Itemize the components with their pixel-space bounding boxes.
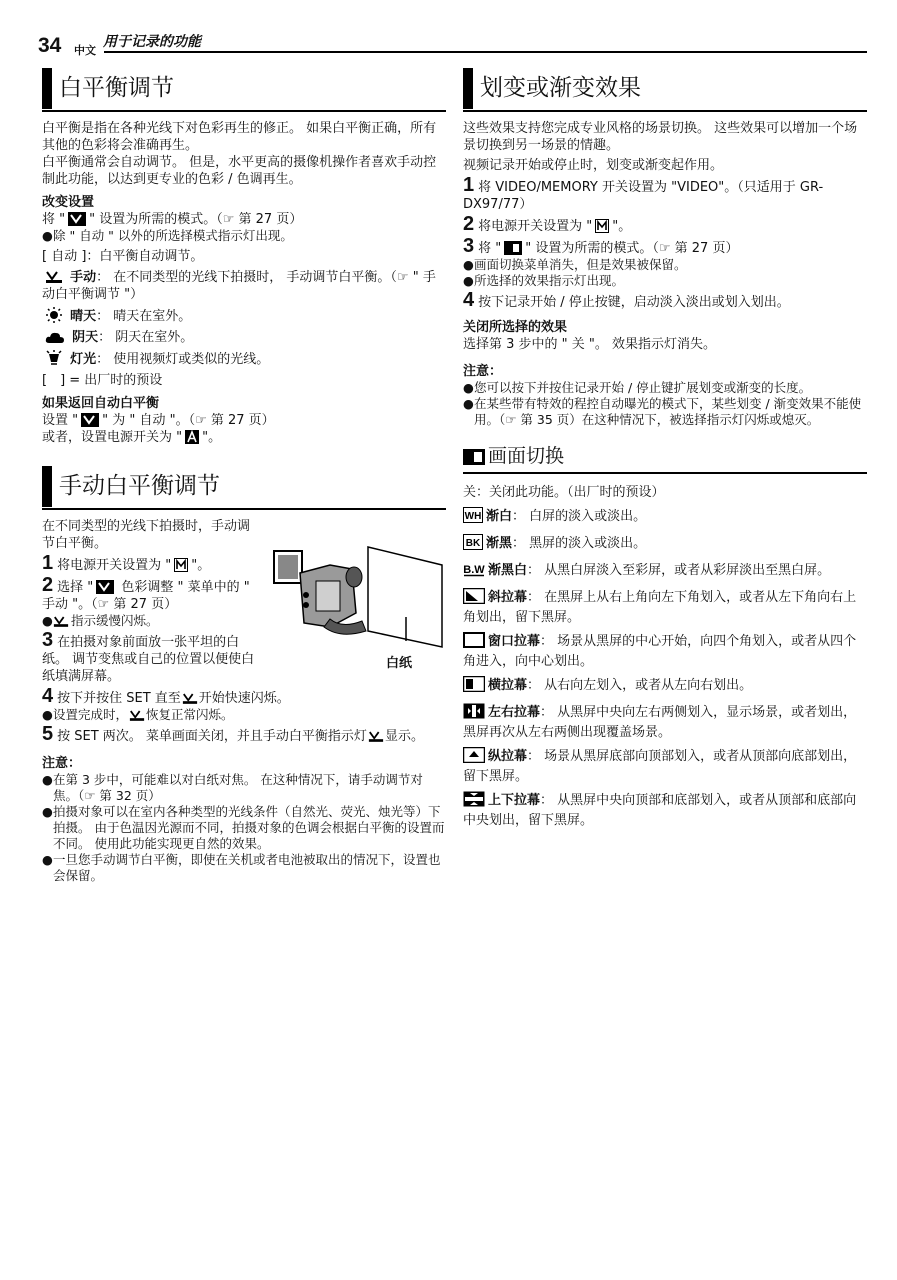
change-setting-text: 将 " " 设置为所需的模式。（☞ 第 27 页） xyxy=(42,212,303,227)
wb-intro-1: 白平衡是指在各种光线下对色彩再生的修正。 如果白平衡正确，所有其他的色彩将会准确再生。 xyxy=(42,121,437,153)
wb-menu-icon xyxy=(81,413,99,427)
wipe-corner-icon xyxy=(463,588,485,609)
header-rule xyxy=(104,51,867,53)
mwb-step-3: 3 在拍摄对象前面放一张平坦的白纸。 调节变焦或自己的位置以便使白纸填满屏幕。 xyxy=(42,629,255,684)
wipe-wh-icon xyxy=(463,507,483,528)
svg-text:BK: BK xyxy=(465,538,481,549)
wipe-heading: 画面切换 xyxy=(463,442,867,474)
fx-off-heading: 关闭所选择的效果 xyxy=(463,320,568,335)
mwb-heading: 手动白平衡调节 xyxy=(42,466,446,510)
fx-off-text: 选择第 3 步中的 " 关 "。 效果指示灯消失。 xyxy=(463,337,717,352)
manual-wb-icon xyxy=(368,730,384,743)
wipe-menu-icon xyxy=(463,449,485,465)
sunny-row: 晴天： 晴天在室外。 xyxy=(42,307,446,325)
wipe-item-door xyxy=(463,703,867,741)
wipe-item-label: 斜拉幕 xyxy=(488,590,528,605)
wipe-item-label: 左右拉幕 xyxy=(488,705,541,720)
fx-step-4: 4 按下记录开始 / 停止按键，启动淡入淡出或划入划出。 xyxy=(463,289,790,311)
wipe-off-row: 关：关闭此功能。（出厂时的预设） xyxy=(463,485,665,500)
wipe-item-wh xyxy=(463,507,867,528)
wipe-item-window xyxy=(463,632,867,670)
wipe-item-label: 横拉幕 xyxy=(488,678,528,693)
fx-step-3: 3 将 " " 设置为所需的模式。（☞ 第 27 页） xyxy=(463,235,739,257)
mwb-note-2: ●拍摄对象可以在室内各种类型的光线条件（自然光、荧光、烛光等）下拍摄。 由于色温因光源而不同，拍摄对象的色调会根据白平衡的设置而不同。 使用此功能实现更自然的效果。 xyxy=(42,804,445,851)
change-setting-bullet: ●除 " 自动 " 以外的所选择模式指示灯出现。 xyxy=(42,228,293,243)
language-label: 中文 xyxy=(74,44,96,57)
fx-intro-1: 这些效果支持您完成专业风格的场景切换。 这些效果可以增加一个场景切换到另一场景的情趣。 xyxy=(463,121,858,153)
return-auto-text: 设置 " " 为 " 自动 "。（☞ 第 27 页） xyxy=(42,413,275,428)
wipe-item-label: 渐黑 xyxy=(486,536,513,551)
wipe-scroll-icon xyxy=(463,747,485,768)
wb-menu-icon xyxy=(96,580,114,594)
wipe-item-text: ： 场景从黑屏底部向顶部划入，或者从顶部向底部划出，留下黑屏。 xyxy=(463,749,857,784)
cloudy-row: 阴天： 阴天在室外。 xyxy=(42,329,446,346)
wipe-item-text: ： 在黑屏上从右上角向左下角划入，或者从左下角向右上角划出，留下黑屏。 xyxy=(463,590,857,625)
mwb-step-2: 2 选择 " 色彩调整 " 菜单中的 " 手动 "。（☞ 第 27 页） xyxy=(42,574,250,612)
cloud-icon xyxy=(45,330,65,344)
wipe-item-label: 渐黑白 xyxy=(488,563,528,578)
camcorder-icon xyxy=(274,551,366,634)
fx-note-2: ●在某些带有特效的程控自动曝光的模式下，某些划变 / 渐变效果不能使用。（☞ 第 35 页）在这种情况下，被选择指示灯闪烁或熄灭。 xyxy=(463,396,862,427)
wipe-door-icon xyxy=(463,703,485,724)
fx-step-3-bullet-2: ●所选择的效果指示灯出现。 xyxy=(463,273,625,288)
fx-step-2: 2 将电源开关设置为 " "。 xyxy=(463,213,632,235)
wipe-item-label: 渐白 xyxy=(486,509,513,524)
wipe-item-text: ： 从黑屏中央向左右两侧划入，显示场景，或者划出，黑屏再次从左右两侧出现覆盖场景。 xyxy=(463,705,857,740)
mwb-step-4: 4 按下并按住 SET 直至 开始快速闪烁。 xyxy=(42,685,290,707)
wipe-menu-icon xyxy=(504,241,522,255)
wipe-item-text: ： 从黑屏中央向顶部和底部划入，或者从顶部和底部向中央划出，留下黑屏。 xyxy=(463,793,857,828)
default-note: [ ] = 出厂时的预设 xyxy=(42,373,163,388)
wb-heading: 白平衡调节 xyxy=(42,68,446,112)
manual-wb-icon xyxy=(182,692,198,705)
mwb-step-4-bullet: ●设置完成时， 恢复正常闪烁。 xyxy=(42,707,234,722)
right-column xyxy=(463,68,867,829)
wipe-item-label: 纵拉幕 xyxy=(488,749,528,764)
wipe-item-text: ： 从黑白屏淡入至彩屏，或者从彩屏淡出至黑白屏。 xyxy=(527,563,831,578)
page-number: 34 xyxy=(38,34,62,57)
wb-menu-icon xyxy=(68,212,86,226)
left-column xyxy=(42,68,446,884)
mwb-notes-heading: 注意： xyxy=(42,756,82,771)
fx-intro-2: 视频记录开始或停止时，划变或渐变起作用。 xyxy=(463,158,724,173)
wipe-item-bw xyxy=(463,561,867,582)
wipe-bk-icon xyxy=(463,534,483,555)
light-row: 灯光： 使用视频灯或类似的光线。 xyxy=(42,350,446,368)
wipe-item-shutter xyxy=(463,791,867,829)
manual-mode-icon xyxy=(595,219,609,233)
white-paper xyxy=(368,547,442,647)
wipe-shutter-icon xyxy=(463,791,485,812)
wipe-item-bk xyxy=(463,534,867,555)
white-paper-label: 白纸 xyxy=(386,656,413,671)
auto-mode-icon xyxy=(185,430,199,444)
lamp-icon xyxy=(45,350,63,366)
manual-wb-icon xyxy=(45,270,63,284)
wipe-item-slide xyxy=(463,676,867,697)
heading-bar xyxy=(42,466,52,507)
manual-row: 手动： 在不同类型的光线下拍摄时， 手动调节白平衡。（☞ " 手动白平衡调节 "） xyxy=(42,270,436,302)
change-setting-heading: 改变设置 xyxy=(42,195,95,210)
mwb-step-2-bullet: ● 指示缓慢闪烁。 xyxy=(42,613,159,628)
return-auto-heading: 如果返回自动白平衡 xyxy=(42,396,160,411)
manual-wb-icon xyxy=(53,615,69,628)
wipe-item-scroll xyxy=(463,747,867,785)
fx-step-3-bullet-1: ●画面切换菜单消失，但是效果被保留。 xyxy=(463,257,687,272)
fx-step-1: 1 将 VIDEO/MEMORY 开关设置为 "VIDEO"。（只适用于 GR-DX97/77） xyxy=(463,174,824,212)
wipe-item-corner xyxy=(463,588,867,626)
auto-row: [ 自动 ]：白平衡自动调节。 xyxy=(42,249,204,264)
wipe-item-text: ： 白屏的淡入或淡出。 xyxy=(512,509,647,524)
wipe-bw-icon xyxy=(463,561,485,582)
mwb-note-1: ●在第 3 步中，可能难以对白纸对焦。 在这种情况下，请手动调节对焦。（☞ 第 32 页） xyxy=(42,772,423,803)
section-title: 用于记录的功能 xyxy=(103,34,201,50)
heading-bar xyxy=(42,68,52,109)
camcorder-white-paper-illustration xyxy=(270,543,448,663)
svg-text:B.W: B.W xyxy=(463,564,485,576)
wipe-item-text: ： 场景从黑屏的中心开始，向四个角划入，或者从四个角进入，向中心划出。 xyxy=(463,634,857,669)
wipe-item-text: ： 黑屏的淡入或淡出。 xyxy=(512,536,647,551)
mwb-note-3: ●一旦您手动调节白平衡，即使在关机或者电池被取出的情况下，设置也会保留。 xyxy=(42,852,441,883)
wipe-item-label: 上下拉幕 xyxy=(488,793,541,808)
wb-intro-2: 白平衡通常会自动调节。 但是，水平更高的摄像机操作者喜欢手动控制此功能，以达到更专业的色彩 / 色调再生。 xyxy=(42,155,437,187)
sun-icon xyxy=(45,307,63,323)
mwb-steps-narrow xyxy=(42,518,256,685)
heading-bar xyxy=(463,68,473,109)
mwb-intro: 在不同类型的光线下拍摄时，手动调节白平衡。 xyxy=(42,519,251,551)
wipe-slide-icon xyxy=(463,676,485,697)
wipe-list xyxy=(463,507,867,829)
wipe-item-label: 窗口拉幕 xyxy=(488,634,541,649)
return-auto-text-2: 或者，设置电源开关为 " "。 xyxy=(42,430,222,445)
wipe-window-icon xyxy=(463,632,485,653)
fx-heading: 划变或渐变效果 xyxy=(463,68,867,112)
fx-notes-heading: 注意： xyxy=(463,364,503,379)
manual-wb-icon xyxy=(129,709,145,722)
fx-note-1: ●您可以按下并按住记录开始 / 停止键扩展划变或渐变的长度。 xyxy=(463,380,812,395)
page-header xyxy=(38,30,867,56)
manual-mode-icon xyxy=(174,558,188,572)
wipe-item-text: ： 从右向左划入，或者从左向右划出。 xyxy=(527,678,753,693)
mwb-step-5: 5 按 SET 两次。 菜单画面关闭，并且手动白平衡指示灯 显示。 xyxy=(42,723,424,745)
svg-text:WH: WH xyxy=(464,511,482,522)
mwb-step-1: 1 将电源开关设置为 " "。 xyxy=(42,552,211,574)
